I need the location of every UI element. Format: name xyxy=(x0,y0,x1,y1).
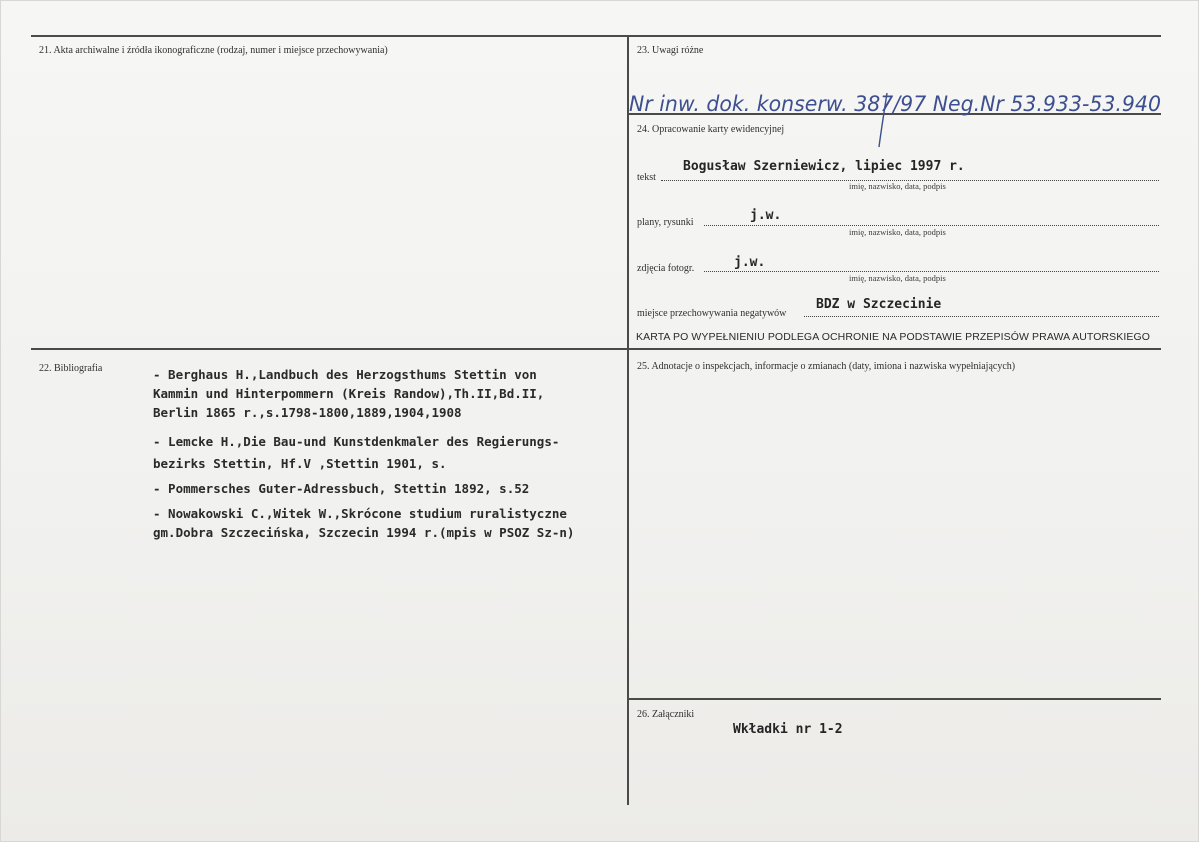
plans-author-value: j.w. xyxy=(750,208,782,223)
bibliography-line: Kammin und Hinterpommern (Kreis Randow),Th.II,Bd.II, xyxy=(153,386,545,401)
middle-border xyxy=(31,348,1161,350)
copyright-notice: KARTA PO WYPEŁNIENIU PODLEGA OCHRONIE NA PODSTAWIE PRZEPISÓW PRAWA AUTORSKIEGO xyxy=(636,331,1151,343)
handwritten-note xyxy=(629,83,1169,153)
bibliography-line: Berlin 1865 r.,s.1798-1800,1889,1904,1908 xyxy=(153,405,462,420)
photos-author-value: j.w. xyxy=(734,255,766,270)
plans-author-label: plany, rysunki xyxy=(637,217,694,228)
handwritten-note-text: Nr inw. dok. konserw. 387/97 Neg.Nr 53.933-53.940 xyxy=(629,92,1161,116)
s25-bottom-border xyxy=(628,698,1161,700)
text-author-value: Bogusław Szerniewicz, lipiec 1997 r. xyxy=(683,159,965,174)
section-21-label: 21. Akta archiwalne i źródła ikonograficzne (rodzaj, numer i miejsce przechowywania) xyxy=(39,45,388,56)
top-border xyxy=(31,35,1161,37)
attachments-value: Wkładki nr 1-2 xyxy=(733,722,843,737)
negatives-location-dots xyxy=(804,316,1159,317)
section-25-label: 25. Adnotacje o inspekcjach, informacje o zmianach (daty, imiona i nazwiska wypełniających) xyxy=(637,361,1016,372)
plans-author-caption: imię, nazwisko, data, podpis xyxy=(849,227,946,237)
bibliography-line: bezirks Stettin, Hf.V ,Stettin 1901, s. xyxy=(153,456,447,471)
photos-author-label: zdjęcia fotogr. xyxy=(637,263,695,274)
photos-author-caption: imię, nazwisko, data, podpis xyxy=(849,273,946,283)
negatives-location-value: BDZ w Szczecinie xyxy=(816,297,942,312)
bibliography-line: - Nowakowski C.,Witek W.,Skrócone studium ruralistyczne xyxy=(153,506,567,521)
section-24-label: 24. Opracowanie karty ewidencyjnej xyxy=(637,124,785,135)
plans-author-dots xyxy=(704,225,1159,226)
bibliography-line: - Pommersches Guter-Adressbuch, Stettin 1892, s.52 xyxy=(153,481,530,496)
bibliography-line: - Lemcke H.,Die Bau-und Kunstdenkmaler des Regierungs- xyxy=(153,434,560,449)
section-26-label: 26. Załączniki xyxy=(637,709,695,720)
text-author-caption: imię, nazwisko, data, podpis xyxy=(849,181,946,191)
text-author-label: tekst xyxy=(637,172,656,183)
bibliography-entry xyxy=(153,431,623,475)
bibliography-entry xyxy=(153,365,623,422)
bibliography-line: - Berghaus H.,Landbuch des Herzogsthums Stettin von xyxy=(153,367,537,382)
bibliography-entry xyxy=(153,479,623,498)
section-22-label: 22. Bibliografia xyxy=(39,363,103,374)
bibliography-list xyxy=(153,359,623,542)
bibliography-line: gm.Dobra Szczecińska, Szczecin 1994 r.(mpis w PSOZ Sz-n) xyxy=(153,525,575,540)
section-23-label: 23. Uwagi różne xyxy=(637,45,704,56)
bibliography-entry xyxy=(153,504,623,542)
photos-author-dots xyxy=(704,271,1159,272)
negatives-location-label: miejsce przechowywania negatywów xyxy=(637,308,787,319)
